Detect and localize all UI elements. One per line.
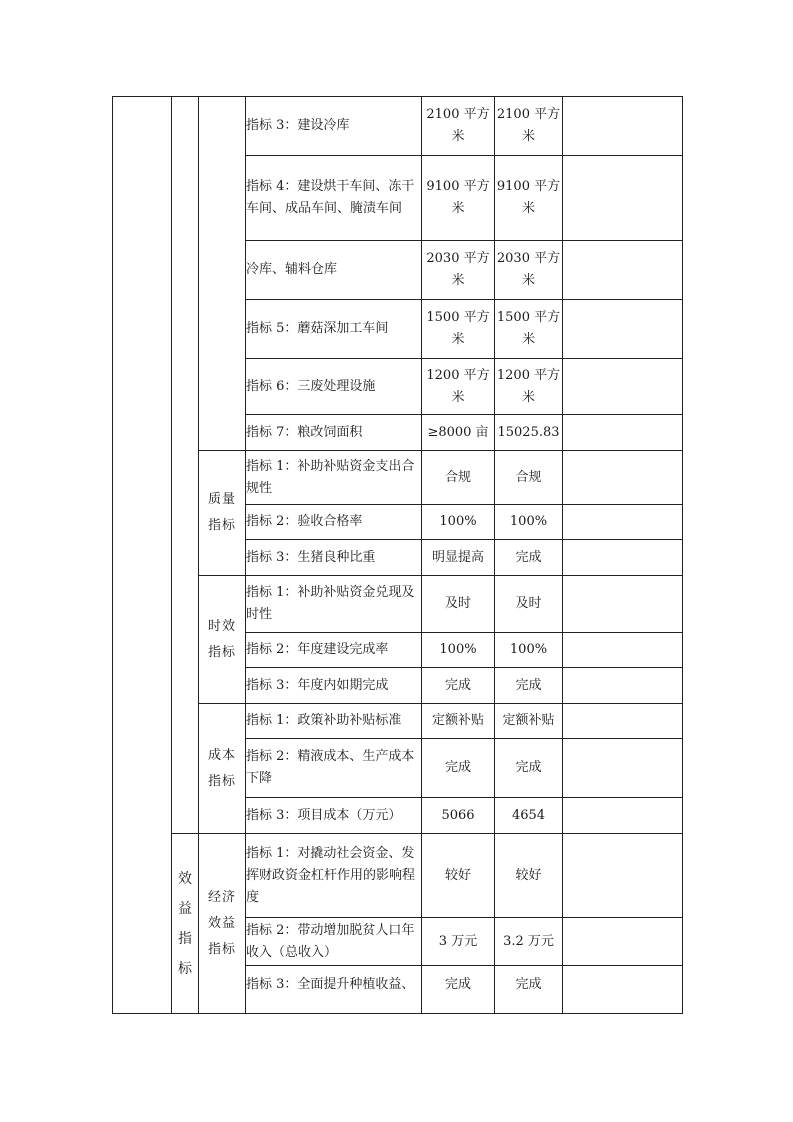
indicator-cell: 指标 3：项目成本（万元）	[246, 798, 422, 834]
actual-value-cell: 1500 平方米	[495, 300, 563, 359]
actual-value-cell: 完成	[495, 966, 563, 1014]
actual-value-cell: 2030 平方米	[495, 241, 563, 300]
economic-category-cell: 经济效益指标	[199, 834, 246, 1014]
indicator-cell: 指标 1：补助补贴资金兑现及时性	[246, 576, 422, 633]
timeliness-category-cell: 时效指标	[199, 576, 246, 704]
note-cell	[563, 966, 683, 1014]
indicator-cell: 指标 1：对撬动社会资金、发挥财政资金杠杆作用的影响程度	[246, 834, 422, 918]
target-value-cell: 2030 平方米	[422, 241, 495, 300]
actual-value-cell: 100%	[495, 505, 563, 540]
cost-category-cell: 成本指标	[199, 704, 246, 834]
table-row	[113, 97, 683, 156]
actual-value-cell: 9100 平方米	[495, 156, 563, 241]
indicator-cell: 指标 1：政策补助补贴标准	[246, 704, 422, 739]
target-value-cell: 2100 平方米	[422, 97, 495, 156]
note-cell	[563, 359, 683, 415]
actual-value-cell: 完成	[495, 668, 563, 704]
note-cell	[563, 576, 683, 633]
actual-value-cell: 3.2 万元	[495, 918, 563, 966]
note-cell	[563, 918, 683, 966]
benefit-category-cell: 效益指标	[172, 834, 199, 1014]
target-value-cell: 1200 平方米	[422, 359, 495, 415]
target-value-cell: 100%	[422, 505, 495, 540]
indicator-cell: 指标 3：全面提升种植收益、	[246, 966, 422, 1014]
target-value-cell: 较好	[422, 834, 495, 918]
actual-value-cell: 100%	[495, 633, 563, 668]
note-cell	[563, 704, 683, 739]
indicator-cell: 指标 2：验收合格率	[246, 505, 422, 540]
actual-value-cell: 完成	[495, 739, 563, 798]
indicator-cell: 指标 3：年度内如期完成	[246, 668, 422, 704]
target-value-cell: 3 万元	[422, 918, 495, 966]
performance-indicator-table	[112, 96, 683, 1014]
target-value-cell: 定额补贴	[422, 704, 495, 739]
note-cell	[563, 633, 683, 668]
indicator-cell: 指标 3：建设冷库	[246, 97, 422, 156]
note-cell	[563, 97, 683, 156]
table-row	[113, 704, 683, 739]
indicator-cell: 指标 5：蘑菇深加工车间	[246, 300, 422, 359]
indicator-cell: 指标 3：生猪良种比重	[246, 540, 422, 576]
level1-category-cell	[113, 97, 172, 1014]
table-row	[113, 834, 683, 918]
note-cell	[563, 540, 683, 576]
note-cell	[563, 415, 683, 451]
note-cell	[563, 505, 683, 540]
indicator-cell: 指标 7：粮改饲面积	[246, 415, 422, 451]
actual-value-cell: 定额补贴	[495, 704, 563, 739]
indicator-cell: 指标 1：补助补贴资金支出合规性	[246, 451, 422, 505]
indicator-cell: 指标 2：带动增加脱贫人口年收入（总收入）	[246, 918, 422, 966]
level2-category-cell	[172, 97, 199, 834]
target-value-cell: ≥8000 亩	[422, 415, 495, 451]
target-value-cell: 9100 平方米	[422, 156, 495, 241]
indicator-cell: 指标 6：三废处理设施	[246, 359, 422, 415]
quality-category-cell: 质量指标	[199, 451, 246, 576]
actual-value-cell: 15025.83	[495, 415, 563, 451]
note-cell	[563, 739, 683, 798]
quantity-category-cell	[199, 97, 246, 451]
table-row	[113, 451, 683, 505]
actual-value-cell: 完成	[495, 540, 563, 576]
actual-value-cell: 2100 平方米	[495, 97, 563, 156]
note-cell	[563, 300, 683, 359]
target-value-cell: 完成	[422, 966, 495, 1014]
note-cell	[563, 451, 683, 505]
target-value-cell: 合规	[422, 451, 495, 505]
note-cell	[563, 156, 683, 241]
actual-value-cell: 较好	[495, 834, 563, 918]
target-value-cell: 5066	[422, 798, 495, 834]
target-value-cell: 明显提高	[422, 540, 495, 576]
actual-value-cell: 合规	[495, 451, 563, 505]
indicator-cell: 指标 2：精液成本、生产成本下降	[246, 739, 422, 798]
note-cell	[563, 668, 683, 704]
target-value-cell: 1500 平方米	[422, 300, 495, 359]
note-cell	[563, 834, 683, 918]
target-value-cell: 及时	[422, 576, 495, 633]
indicator-cell: 冷库、辅料仓库	[246, 241, 422, 300]
note-cell	[563, 241, 683, 300]
indicator-cell: 指标 2：年度建设完成率	[246, 633, 422, 668]
target-value-cell: 完成	[422, 668, 495, 704]
actual-value-cell: 1200 平方米	[495, 359, 563, 415]
table-row	[113, 576, 683, 633]
target-value-cell: 100%	[422, 633, 495, 668]
target-value-cell: 完成	[422, 739, 495, 798]
note-cell	[563, 798, 683, 834]
actual-value-cell: 及时	[495, 576, 563, 633]
actual-value-cell: 4654	[495, 798, 563, 834]
indicator-cell: 指标 4：建设烘干车间、冻干车间、成品车间、腌渍车间	[246, 156, 422, 241]
